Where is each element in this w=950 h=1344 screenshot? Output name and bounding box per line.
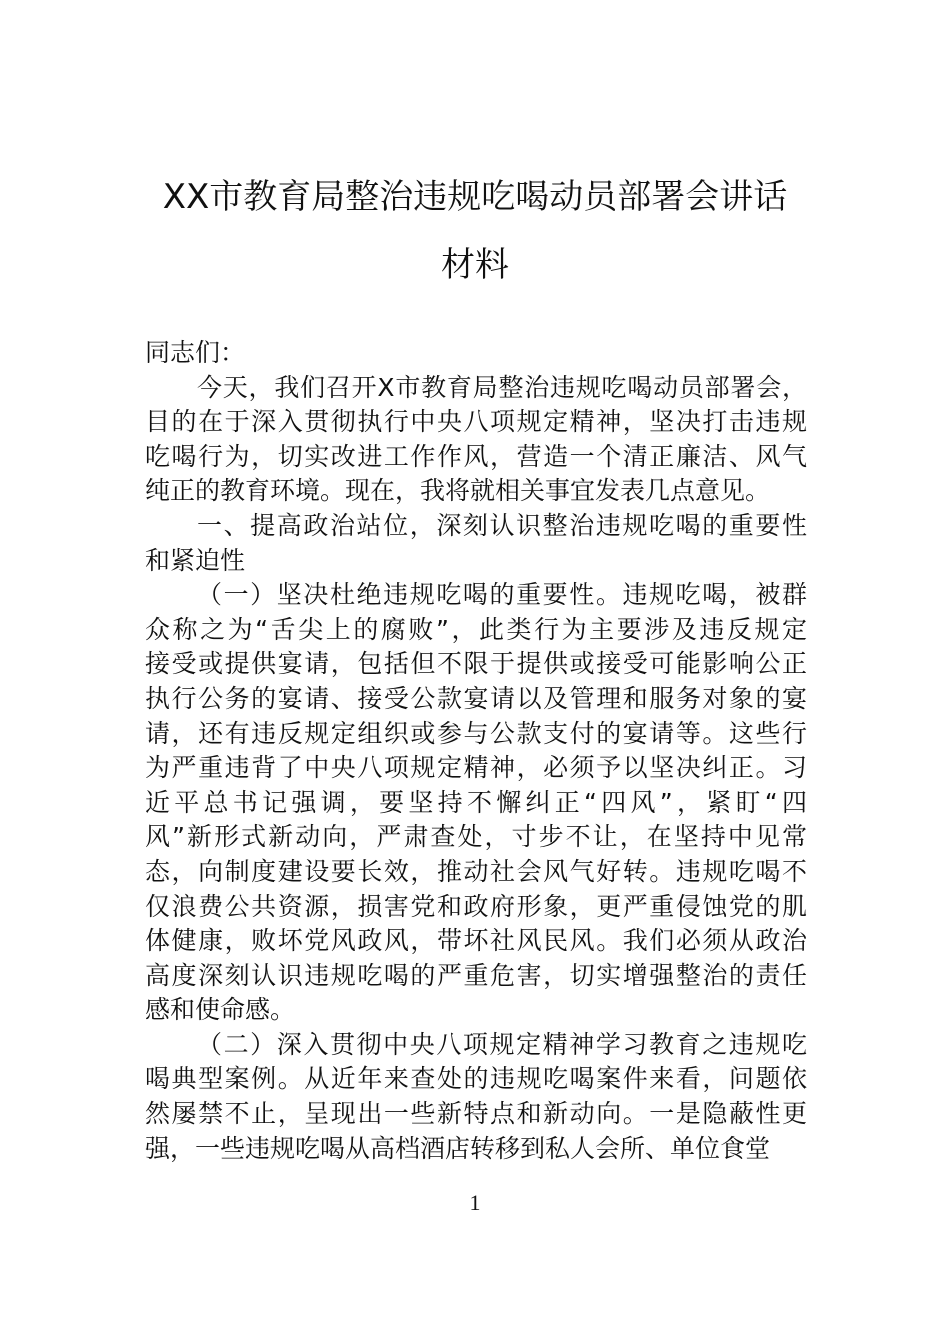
text-line: 高度深刻认识违规吃喝的严重危害，切实增强整治的责任 [145,960,807,990]
text-line: 接受或提供宴请，包括但不限于提供或接受可能影响公正 [145,649,807,679]
text-line: 纯正的教育环境。现在，我将就相关事宜发表几点意见。 [145,476,771,506]
text-line: 一、提高政治站位，深刻认识整治违规吃喝的重要性 [197,510,807,540]
text-line: 同志们： [145,338,246,367]
text-line: 吃喝行为，切实改进工作作风，营造一个清正廉洁、风气 [145,441,807,471]
text-line: 然屡禁不止，呈现出一些新特点和新动向。一是隐蔽性更 [145,1099,807,1129]
page-number: 1 [469,1190,481,1215]
text-line: 强，一些违规吃喝从高档酒店转移到私人会所、单位食堂 [145,1133,771,1163]
text-line: 众称之为“舌尖上的腐败”，此类行为主要涉及违反规定 [145,614,807,644]
text-line: 感和使命感。 [145,995,296,1025]
text-line: 目的在于深入贯彻执行中央八项规定精神，坚决打击违规 [145,407,807,437]
text-line: 风”新形式新动向，严肃查处，寸步不让，在坚持中见常 [145,822,807,852]
text-line: 为严重违背了中央八项规定精神，必须予以坚决纠正。习 [145,753,807,783]
document-body [145,336,807,1166]
text-line: 态，向制度建设要长效，推动社会风气好转。违规吃喝不 [145,856,807,886]
text-line: 近平总书记强调，要坚持不懈纠正“四风”，紧盯“四 [145,787,807,817]
paragraph [145,336,807,371]
document-title-line-2: 材料 [441,245,509,285]
text-line: （一）坚决杜绝违规吃喝的重要性。违规吃喝，被群 [197,580,807,610]
paragraph [145,509,807,578]
document-title-line-1: XX市教育局整治违规吃喝动员部署会讲话 [162,177,788,217]
text-line: （二）深入贯彻中央八项规定精神学习教育之违规吃 [197,1029,807,1059]
text-line: 喝典型案例。从近年来查处的违规吃喝案件来看，问题依 [145,1064,807,1094]
text-line: 和紧迫性 [145,545,246,575]
text-line: 仅浪费公共资源，损害党和政府形象，更严重侵蚀党的肌 [145,891,807,921]
paragraph [145,578,807,1028]
text-line: 请，还有违反规定组织或参与公款支付的宴请等。这些行 [145,718,807,748]
paragraph [145,371,807,509]
text-line: 今天，我们召开X市教育局整治违规吃喝动员部署会， [197,372,807,402]
paragraph [145,1028,807,1166]
text-line: 体健康，败坏党风政风，带坏社风民风。我们必须从政治 [145,926,807,956]
text-line: 执行公务的宴请、接受公款宴请以及管理和服务对象的宴 [145,683,807,713]
